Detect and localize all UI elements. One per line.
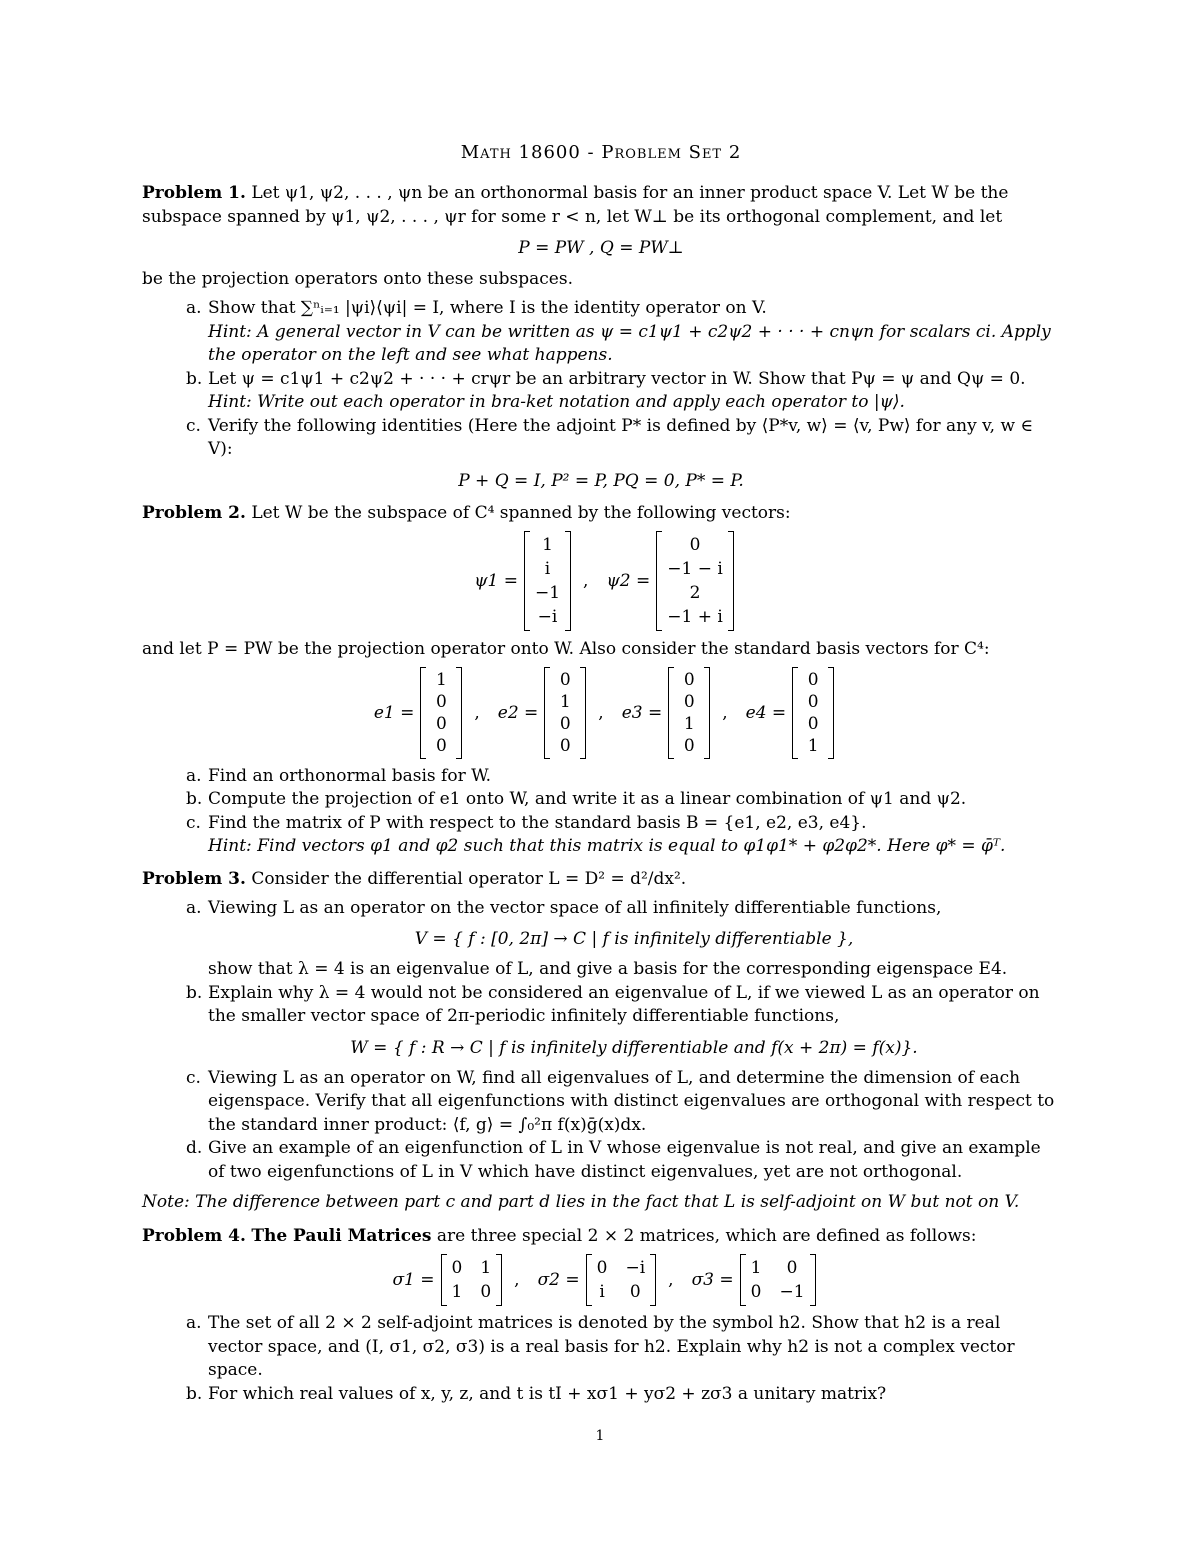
- hint-text: Hint: Write out each operator in bra-ket notation and apply each operator to |ψ⟩.: [208, 392, 905, 412]
- sigma2-matrix: [586, 1254, 657, 1306]
- problem-2-intro: Let W be the subspace of C⁴ spanned by the following vectors:: [251, 502, 791, 523]
- problem-1-label: Problem 1.: [142, 183, 246, 203]
- matrix-entry: 0: [596, 1258, 608, 1278]
- problem-3-intro: Consider the differential operator L = D² = d²/dx².: [251, 868, 687, 889]
- problem-4: [142, 1224, 1060, 1406]
- part-label: b.: [186, 982, 203, 1003]
- problem-1-identities: P + Q = I, P² = P, PQ = 0, P* = P.: [458, 470, 744, 491]
- page-number: 1: [595, 1428, 605, 1444]
- vector-entry: 1: [807, 735, 819, 756]
- problem-1-parts: [142, 297, 1060, 462]
- matrix-entry: −1: [779, 1282, 805, 1302]
- vector-entry: 1: [683, 713, 695, 734]
- problem-2-parts: [142, 765, 1060, 859]
- psi-vectors: [142, 531, 1060, 631]
- matrix-entry: 1: [451, 1282, 463, 1302]
- vector-entry: 0: [559, 735, 571, 756]
- matrix-entry: 0: [786, 1258, 798, 1278]
- matrix-entry: 0: [480, 1282, 492, 1302]
- vector-entry: 0: [559, 669, 571, 690]
- pauli-matrices: [142, 1254, 1060, 1306]
- sigma3-symbol: σ3 =: [691, 1270, 734, 1290]
- vector-entry: 1: [542, 534, 553, 555]
- document-page: [142, 142, 1060, 1412]
- part-text: For which real values of x, y, z, and t is tI + xσ1 + yσ2 + zσ3 a unitary matrix?: [208, 1383, 887, 1404]
- problem-4-intro: are three special 2 × 2 matrices, which are defined as follows:: [431, 1226, 977, 1246]
- problem-4-parts: [142, 1312, 1060, 1406]
- problem-3-label: Problem 3.: [142, 868, 246, 889]
- separator: ,: [514, 1270, 520, 1290]
- matrix-entry: 1: [750, 1258, 762, 1278]
- pauli-matrices-term: The Pauli Matrices: [251, 1226, 432, 1246]
- part-label: a.: [186, 1313, 202, 1333]
- e2-vector: [544, 667, 586, 759]
- vector-entry: −1: [534, 582, 561, 603]
- vector-entry: 2: [689, 582, 701, 603]
- vector-entry: 0: [559, 713, 571, 734]
- part-label: d.: [186, 1138, 203, 1158]
- separator: ,: [668, 1270, 674, 1290]
- standard-basis-vectors: [142, 667, 1060, 759]
- part-text: Find the matrix of P with respect to the standard basis B = {e1, e2, e3, e4}.: [208, 812, 867, 833]
- part-label: b.: [186, 368, 203, 389]
- part-text: Verify the following identities (Here the adjoint P* is defined by ⟨P*v, w⟩ = ⟨v, Pw⟩ for any v, w ∈ V):: [208, 415, 1034, 459]
- vector-entry: 0: [683, 691, 695, 712]
- vector-entry: 1: [435, 669, 447, 690]
- problem-2: [142, 501, 1060, 859]
- part-text: Viewing L as an operator on the vector space of all infinitely differentiable functions,: [208, 897, 942, 918]
- part-label: c.: [186, 1067, 201, 1088]
- problem-3-part-c: [186, 1067, 1060, 1138]
- part-label: b.: [186, 789, 203, 809]
- space-v-display: V = { f : [0, 2π] → C | f is infinitely differentiable },: [414, 929, 854, 949]
- vector-entry: −1 + i: [667, 606, 723, 627]
- separator: ,: [598, 702, 604, 723]
- problem-3: [142, 867, 1060, 1215]
- part-text: Compute the projection of e1 onto W, and write it as a linear combination of ψ1 and ψ2.: [208, 789, 967, 809]
- part-label: a.: [186, 897, 202, 918]
- e1-vector: [420, 667, 462, 759]
- problem-2-part-c: [186, 812, 1060, 859]
- problem-3-parts: [142, 897, 1060, 1185]
- matrix-entry: 0: [451, 1258, 463, 1278]
- part-label: a.: [186, 298, 202, 318]
- part-label: a.: [186, 765, 202, 786]
- vector-entry: 0: [435, 735, 447, 756]
- sigma2-symbol: σ2 =: [537, 1270, 580, 1290]
- sigma1-symbol: σ1 =: [392, 1270, 435, 1290]
- part-text: Viewing L as an operator on W, find all eigenvalues of L, and determine the dimension of each eigenspace. Verify that all eigenfunctions with distinct eigenvalues are orthogonal with respect to the standard inner product: ⟨f, g⟩ = ∫₀²π f(x)ḡ(x)dx.: [208, 1067, 1055, 1135]
- vector-entry: i: [544, 558, 551, 579]
- matrix-entry: −i: [625, 1258, 646, 1278]
- e3-vector: [668, 667, 710, 759]
- matrix-entry: 0: [629, 1282, 641, 1302]
- part-text: Give an example of an eigenfunction of L in V whose eigenvalue is not real, and give an example of two eigenfunctions of L in V which have distinct eigenvalues, yet are not orthogonal.: [208, 1138, 1041, 1182]
- hint-text: Hint: A general vector in V can be written as ψ = c1ψ1 + c2ψ2 + · · · + cnψn for scalars ci. Apply the operator on the left and see what happens.: [208, 321, 1051, 365]
- problem-3-part-b: [186, 982, 1060, 1060]
- vector-entry: 0: [807, 669, 819, 690]
- vector-entry: 0: [689, 534, 701, 555]
- vector-entry: −1 − i: [667, 558, 723, 579]
- problem-1: [142, 181, 1060, 493]
- vector-entry: 0: [807, 713, 819, 734]
- vector-entry: 0: [807, 691, 819, 712]
- problem-2-part-b: [186, 788, 1060, 812]
- matrix-entry: i: [599, 1282, 605, 1302]
- problem-1-part-b: [186, 368, 1060, 415]
- hint-text: Hint: Find vectors φ1 and φ2 such that this matrix is equal to φ1φ1* + φ2φ2*. Here φ* = φ̄ᵀ.: [208, 836, 1006, 856]
- page-title: Math 18600 - Problem Set 2: [460, 142, 742, 163]
- vector-entry: 0: [435, 691, 447, 712]
- psi2-vector: [656, 531, 734, 631]
- sigma3-matrix: [740, 1254, 816, 1306]
- psi2-symbol: ψ2 =: [606, 570, 651, 591]
- e4-vector: [792, 667, 834, 759]
- problem-1-part-a: [186, 297, 1060, 368]
- part-label: c.: [186, 415, 201, 436]
- problem-2-part-a: [186, 765, 1060, 789]
- separator: ,: [474, 702, 480, 723]
- psi1-symbol: ψ1 =: [474, 570, 518, 591]
- separator: ,: [722, 702, 728, 723]
- problem-4-part-a: [186, 1312, 1060, 1383]
- vector-entry: 1: [559, 691, 571, 712]
- problem-3-note: Note: The difference between part c and part d lies in the fact that L is self-adjoint on W but not on V.: [142, 1192, 1020, 1212]
- vector-entry: −i: [537, 606, 558, 627]
- vector-entry: 0: [683, 669, 695, 690]
- part-label: b.: [186, 1383, 203, 1404]
- part-text: The set of all 2 × 2 self-adjoint matrices is denoted by the symbol h2. Show that h2 is a real vector space, and (I, σ1, σ2, σ3) is a real basis for h2. Explain why h2 is not a complex vector space.: [208, 1313, 1015, 1380]
- e3-symbol: e3 =: [621, 702, 663, 723]
- problem-1-display: P = PW , Q = PW⊥: [518, 238, 684, 258]
- part-text: Show that ∑ⁿᵢ₌₁ |ψi⟩⟨ψi| = I, where I is the identity operator on V.: [208, 298, 767, 318]
- vector-entry: 0: [683, 735, 695, 756]
- part-text: Let ψ = c1ψ1 + c2ψ2 + · · · + crψr be an arbitrary vector in W. Show that Pψ = ψ and Qψ = 0.: [208, 368, 1026, 389]
- psi1-vector: [524, 531, 571, 631]
- problem-1-intro-end: be the projection operators onto these subspaces.: [142, 269, 573, 289]
- e1-symbol: e1 =: [373, 702, 415, 723]
- separator: ,: [583, 570, 589, 591]
- problem-3-part-d: [186, 1137, 1060, 1184]
- matrix-entry: 0: [750, 1282, 762, 1302]
- part-text: Explain why λ = 4 would not be considered an eigenvalue of L, if we viewed L as an operator on the smaller vector space of 2π-periodic infinitely differentiable functions,: [208, 982, 1040, 1026]
- e2-symbol: e2 =: [497, 702, 539, 723]
- sigma1-matrix: [441, 1254, 503, 1306]
- vector-entry: 0: [435, 713, 447, 734]
- matrix-entry: 1: [480, 1258, 492, 1278]
- problem-3-part-a: [186, 897, 1060, 982]
- part-label: c.: [186, 812, 201, 833]
- part-text-continued: show that λ = 4 is an eigenvalue of L, and give a basis for the corresponding eigenspace E4.: [208, 959, 1008, 979]
- problem-1-intro: Let ψ1, ψ2, . . . , ψn be an orthonormal basis for an inner product space V. Let W be the subspace spanned by ψ1, ψ2, . . . , ψr for some r < n, let W⊥ be its orthogonal complement, and let: [142, 183, 1009, 227]
- problem-2-text: and let P = PW be the projection operator onto W. Also consider the standard basis vectors for C⁴:: [142, 638, 990, 659]
- problem-4-part-b: [186, 1383, 1060, 1407]
- problem-4-label: Problem 4.: [142, 1226, 246, 1246]
- part-text: Find an orthonormal basis for W.: [208, 765, 492, 786]
- space-w-display: W = { f : R → C | f is infinitely differentiable and f(x + 2π) = f(x)}.: [350, 1037, 918, 1058]
- e4-symbol: e4 =: [745, 702, 787, 723]
- problem-1-part-c: [186, 415, 1060, 462]
- problem-2-label: Problem 2.: [142, 502, 246, 523]
